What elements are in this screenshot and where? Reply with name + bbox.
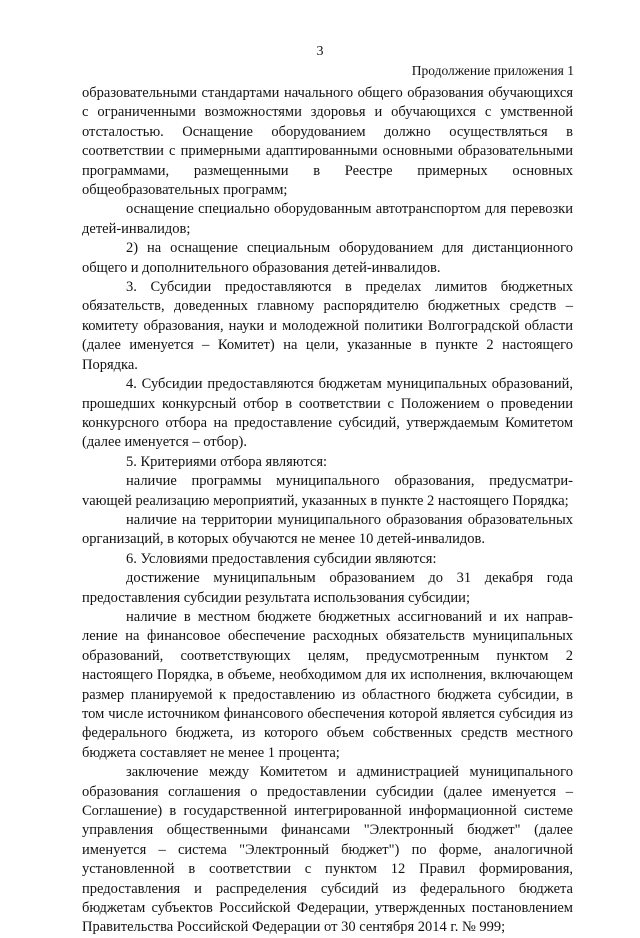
paragraph: достижение муниципальным образованием до 31 декабря года предоставления субсидии результата использования субсидии; — [82, 570, 573, 606]
paragraph: наличие в местном бюджете бюджетных ассигнований и их направление на финансовое обеспечение расходных обязательств муниципальных образований, соответствующих целям, предусмотренным пунктом 2 настоящего Порядка, в объеме, необходимом для их исполнения, включающем размер планируемой к предоставлению из областного бюджета субсидии, в том числе источником финансового обеспечения которой является субсидия из федерального бюджета, из которого объем собственных средств местного бюджета составляет не менее 1 процента; — [82, 608, 573, 761]
paragraph: оснащение специально оборудованным автотранспортом для перевозки детей-инвалидов; — [82, 201, 573, 237]
paragraph: наличие программы муниципального образования, предусматриvающей реализацию мероприятий, указанных в пункте 2 настоящего Порядка; — [82, 473, 573, 509]
paragraph: наличие на территории муниципального образования образовательных организаций, в которых обучаются не менее 10 детей-инвалидов. — [82, 511, 573, 548]
paragraph: образовательными стандартами начального общего образования обучающихся с ограниченными возможностями здоровья и обучающихся с умственной отсталостью. Оснащение оборудованием должно осуществляться в соответствии с примерными адаптированными основными образовательными программами, размещенными в Реестре примерных основных общеобразовательных программ; — [82, 85, 573, 199]
continuation-note: Продолжение приложения 1 — [411, 63, 574, 78]
page-number: 3 — [316, 44, 324, 59]
paragraph: заключение между Комитетом и администрацией муниципального образования соглашения о предоставлении субсидии (далее именуется – Соглашение) в государственной интегрированной информационной системе управления общественными финансами "Электронный бюджет" (далее именуется – система "Электронный бюджет") по форме, аналогичной установленной в соответствии с пунктом 12 Правил формирования, предоставления и распределения субсидий из федерального бюджета бюджетам субъектов Российской Федерации, утвержденных постановлением Правительства Российской Федерации от 30 сентября 2014 г. № 999; — [82, 764, 573, 936]
paragraph: 6. Условиями предоставления субсидии являются: — [126, 550, 437, 567]
paragraph: 5. Критериями отбора являются: — [126, 453, 328, 470]
paragraph: 4. Субсидии предоставляются бюджетам муниципальных образований, прошедших конкурсный отбор в соответствии с Положением о проведении конкурсного отбора на предоставление субсидий, утверждаемым Комитетом (далее именуется – отбор). — [82, 376, 573, 451]
document-body — [82, 84, 573, 938]
paragraph: 2) на оснащение специальным оборудованием для дистанционного общего и дополнительного образования детей-инвалидов. — [82, 240, 573, 276]
paragraph: 3. Субсидии предоставляются в пределах лимитов бюджетных обязательств, доведенных главному распорядителю бюджетных средств – комитету образования, науки и молодежной политики Волгоградской области (далее именуется – Комитет) на цели, указанные в пункте 2 настоящего Порядка. — [82, 279, 573, 373]
